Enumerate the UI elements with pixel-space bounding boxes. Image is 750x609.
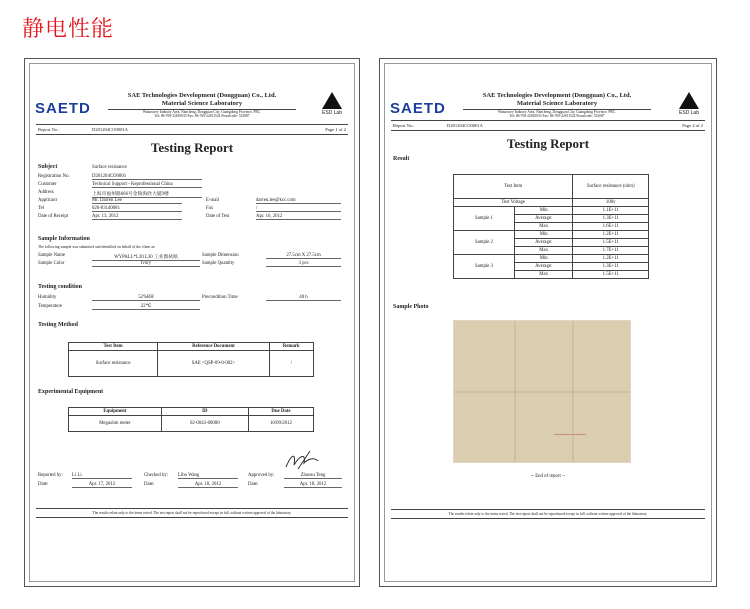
email-label: E-mail <box>206 198 220 203</box>
esd-warning-icon <box>322 92 342 109</box>
company-address: Wanaxwey Industry Area, Nancheng, Dongguan City, Guangdong Province, PRC. <box>142 110 262 114</box>
stat-label-cell: Min <box>514 255 573 263</box>
date-label-1: Date: <box>38 482 49 487</box>
sample-info-heading: Sample Information <box>38 236 90 242</box>
date-label-3: Date: <box>248 482 259 487</box>
photo-mark <box>554 434 586 439</box>
esd-lab-label: ESD Lab <box>321 110 342 116</box>
table-row <box>454 231 649 239</box>
stat-label-cell: Min <box>514 231 573 239</box>
reported-value: Li Li <box>72 473 132 479</box>
quantity-label: Sample Quantity <box>202 261 235 266</box>
esd-lab-logo <box>318 92 346 116</box>
approved-label: Approved by: <box>248 473 275 478</box>
page1-footer: The results relate only to the items tested. The test report shall not be reproduced except in full, without written approval of the laboratory. <box>92 511 292 515</box>
company-address: Wanaxwey Industry Area, Nancheng, Dongguan City, Guangdong Province, PRC. <box>497 110 617 114</box>
test-date-label: Date of Test <box>206 214 230 219</box>
equipment-header: Equipment <box>69 408 162 416</box>
report-no-label: Report No.: <box>38 127 60 132</box>
company-phone: Tel: 86-769-22810033 Fax: 86-769-22811524 Postalcode: 523087 <box>509 114 605 119</box>
report-no: D201204CO0001A <box>447 123 483 128</box>
dimension-value: 27.5cm X 27.5cm <box>266 253 341 259</box>
method-header-remark: Remark <box>269 343 313 351</box>
table-row <box>454 207 649 215</box>
company-header <box>102 92 302 119</box>
applicant-value: Mr. Darren Lee <box>92 198 182 204</box>
saetd-logo: SAETD <box>390 100 446 117</box>
result-header-resistance: Surface resistance (ohm) <box>573 175 649 199</box>
stat-value-cell: 1.7E+11 <box>573 247 649 255</box>
esd-warning-icon <box>679 92 699 109</box>
result-header-item: Test Item <box>454 175 573 199</box>
company-phone: Tel: 86-769-22810033 Fax: 86-769-22811524 Postalcode: 523087 <box>154 114 250 119</box>
sample-name-label: Sample Name <box>38 253 66 258</box>
sample-name-cell: Sample 3 <box>454 255 515 279</box>
tel-value: 020-83140081 <box>92 206 182 212</box>
table-row <box>69 416 314 432</box>
precondition-value: 48 h <box>266 295 341 301</box>
page2-footer: The results relate only to the items tested. The test report shall not be reproduced except in full, without written approval of the laboratory. <box>448 512 648 516</box>
stat-label-cell: Min <box>514 207 573 215</box>
table-row <box>69 351 314 377</box>
temperature-value: 22℃ <box>92 304 200 310</box>
fax-label: Fax <box>206 206 214 211</box>
stat-label-cell: Max <box>514 247 573 255</box>
receipt-value: Apr. 13, 2012 <box>92 214 182 220</box>
signature-icon <box>282 449 322 473</box>
end-of-report: -- End of report -- <box>530 474 566 479</box>
stat-label-cell: Max <box>514 223 573 231</box>
receipt-label: Date of Receipt <box>38 214 69 219</box>
method-header-reference: Reference Document <box>158 343 269 351</box>
page-number: Page 2 of 2 <box>682 123 703 128</box>
page-number: Page 1 of 2 <box>325 127 346 132</box>
stat-label-cell: Average: <box>514 239 573 247</box>
stat-value-cell: 1.5E+11 <box>573 271 649 279</box>
equipment-due-header: Due Date <box>248 408 313 416</box>
customer-value: Technical Support - Keprofessional China <box>92 182 202 188</box>
humidity-label: Humidity <box>38 295 57 300</box>
report-page-2 <box>379 58 717 587</box>
sample-photo-heading: Sample Photo <box>393 304 429 310</box>
dimension-label: Sample Dimension <box>202 253 239 258</box>
date-label-2: Date: <box>144 482 155 487</box>
page-heading: 静电性能 <box>22 17 115 42</box>
address-label: Address <box>38 190 54 195</box>
stat-value-cell: 1.5E+11 <box>573 239 649 247</box>
stat-value-cell: 1.3E+11 <box>573 263 649 271</box>
esd-lab-logo <box>675 92 703 116</box>
sample-name-value: WYPALL*L20 L30 工业擦拭纸 <box>92 253 200 261</box>
stat-label-cell: Average: <box>514 215 573 223</box>
stat-label-cell: Max <box>514 271 573 279</box>
testing-condition-heading: Testing condition <box>38 284 82 290</box>
color-value: Ivory <box>92 261 200 267</box>
report-page-1 <box>24 58 360 587</box>
address-value: 上海市福州路666号金陵海欣大厦9楼 <box>92 190 202 198</box>
stat-value-cell: 1.2E+11 <box>573 255 649 263</box>
applicant-label: Applicant <box>38 198 57 203</box>
report-title: Testing Report <box>506 136 590 151</box>
temperature-label: Temperature <box>38 304 63 309</box>
checked-value: Libo Wang <box>178 473 238 479</box>
testing-method-heading: Testing Method <box>38 322 78 328</box>
lab-name: Material Science Laboratory <box>161 100 243 107</box>
lab-name: Material Science Laboratory <box>516 100 598 107</box>
precondition-label: Precondition Time <box>202 295 238 300</box>
date-value-1: Apr. 17, 2012 <box>72 482 132 488</box>
equipment-cell-due: 10/09/2012 <box>248 416 313 432</box>
voltage-label: Test Voltage <box>454 199 573 207</box>
equipment-table <box>68 407 314 432</box>
customer-label: Customer <box>38 182 57 187</box>
method-header-item: Test Item <box>69 343 158 351</box>
sample-photo <box>453 320 631 463</box>
stat-value-cell: 1.2E+11 <box>573 231 649 239</box>
stat-value-cell: 1.1E+11 <box>573 207 649 215</box>
stat-value-cell: 1.3E+11 <box>573 215 649 223</box>
company-name: SAE Technologies Development (Dongguan) Co., Ltd. <box>482 92 632 99</box>
result-table <box>453 174 649 279</box>
sample-note: The following sample was submitted and identified on behalf of the client as: <box>38 245 156 249</box>
table-row <box>454 255 649 263</box>
equipment-id-header: ID <box>161 408 248 416</box>
stat-label-cell: Average: <box>514 263 573 271</box>
approved-value: Zhaosu Teng <box>284 473 342 479</box>
company-name: SAE Technologies Development (Dongguan) Co., Ltd. <box>127 92 277 99</box>
subject-label: Subject <box>38 164 58 170</box>
subject-value: Surface resistance <box>92 165 127 170</box>
company-header <box>457 92 657 119</box>
method-cell-item: Surface resistance <box>69 351 158 377</box>
report-no: D201204CO0001A <box>92 127 128 132</box>
result-heading: Result <box>393 156 410 162</box>
registration-label: Registration No. <box>38 174 70 179</box>
test-date-value: Apr. 16, 2012 <box>256 214 341 220</box>
sample-name-cell: Sample 2 <box>454 231 515 255</box>
sample-name-cell: Sample 1 <box>454 207 515 231</box>
email-value: darren.lee@kcc.com <box>256 198 341 204</box>
date-value-2: Apr. 18, 2012 <box>178 482 238 488</box>
registration-value: D201204CO0001 <box>92 174 202 180</box>
equipment-cell-id: 02-0043-00080 <box>161 416 248 432</box>
checked-label: Checked by: <box>144 473 169 478</box>
esd-lab-label: ESD Lab <box>678 110 699 116</box>
method-cell-reference: SAE <QSP-09-0-002> <box>158 351 269 377</box>
method-table <box>68 342 314 377</box>
tel-label: Tel <box>38 206 45 211</box>
report-no-label: Report No.: <box>393 123 415 128</box>
color-label: Sample Color <box>38 261 65 266</box>
date-value-3: Apr. 18, 2012 <box>284 482 342 488</box>
saetd-logo: SAETD <box>35 100 91 117</box>
method-cell-remark: / <box>269 351 313 377</box>
reported-label: Reported by: <box>38 473 63 478</box>
quantity-value: 3 pcs <box>266 261 341 267</box>
voltage-value: 100v <box>573 199 649 207</box>
humidity-value: 52%RH <box>92 295 200 301</box>
report-title: Testing Report <box>150 140 234 155</box>
equipment-heading: Experimental Equipment <box>38 389 104 395</box>
equipment-cell-name: Megaohm meter <box>69 416 162 432</box>
fax-value: / <box>256 206 341 212</box>
stat-value-cell: 1.6E+11 <box>573 223 649 231</box>
